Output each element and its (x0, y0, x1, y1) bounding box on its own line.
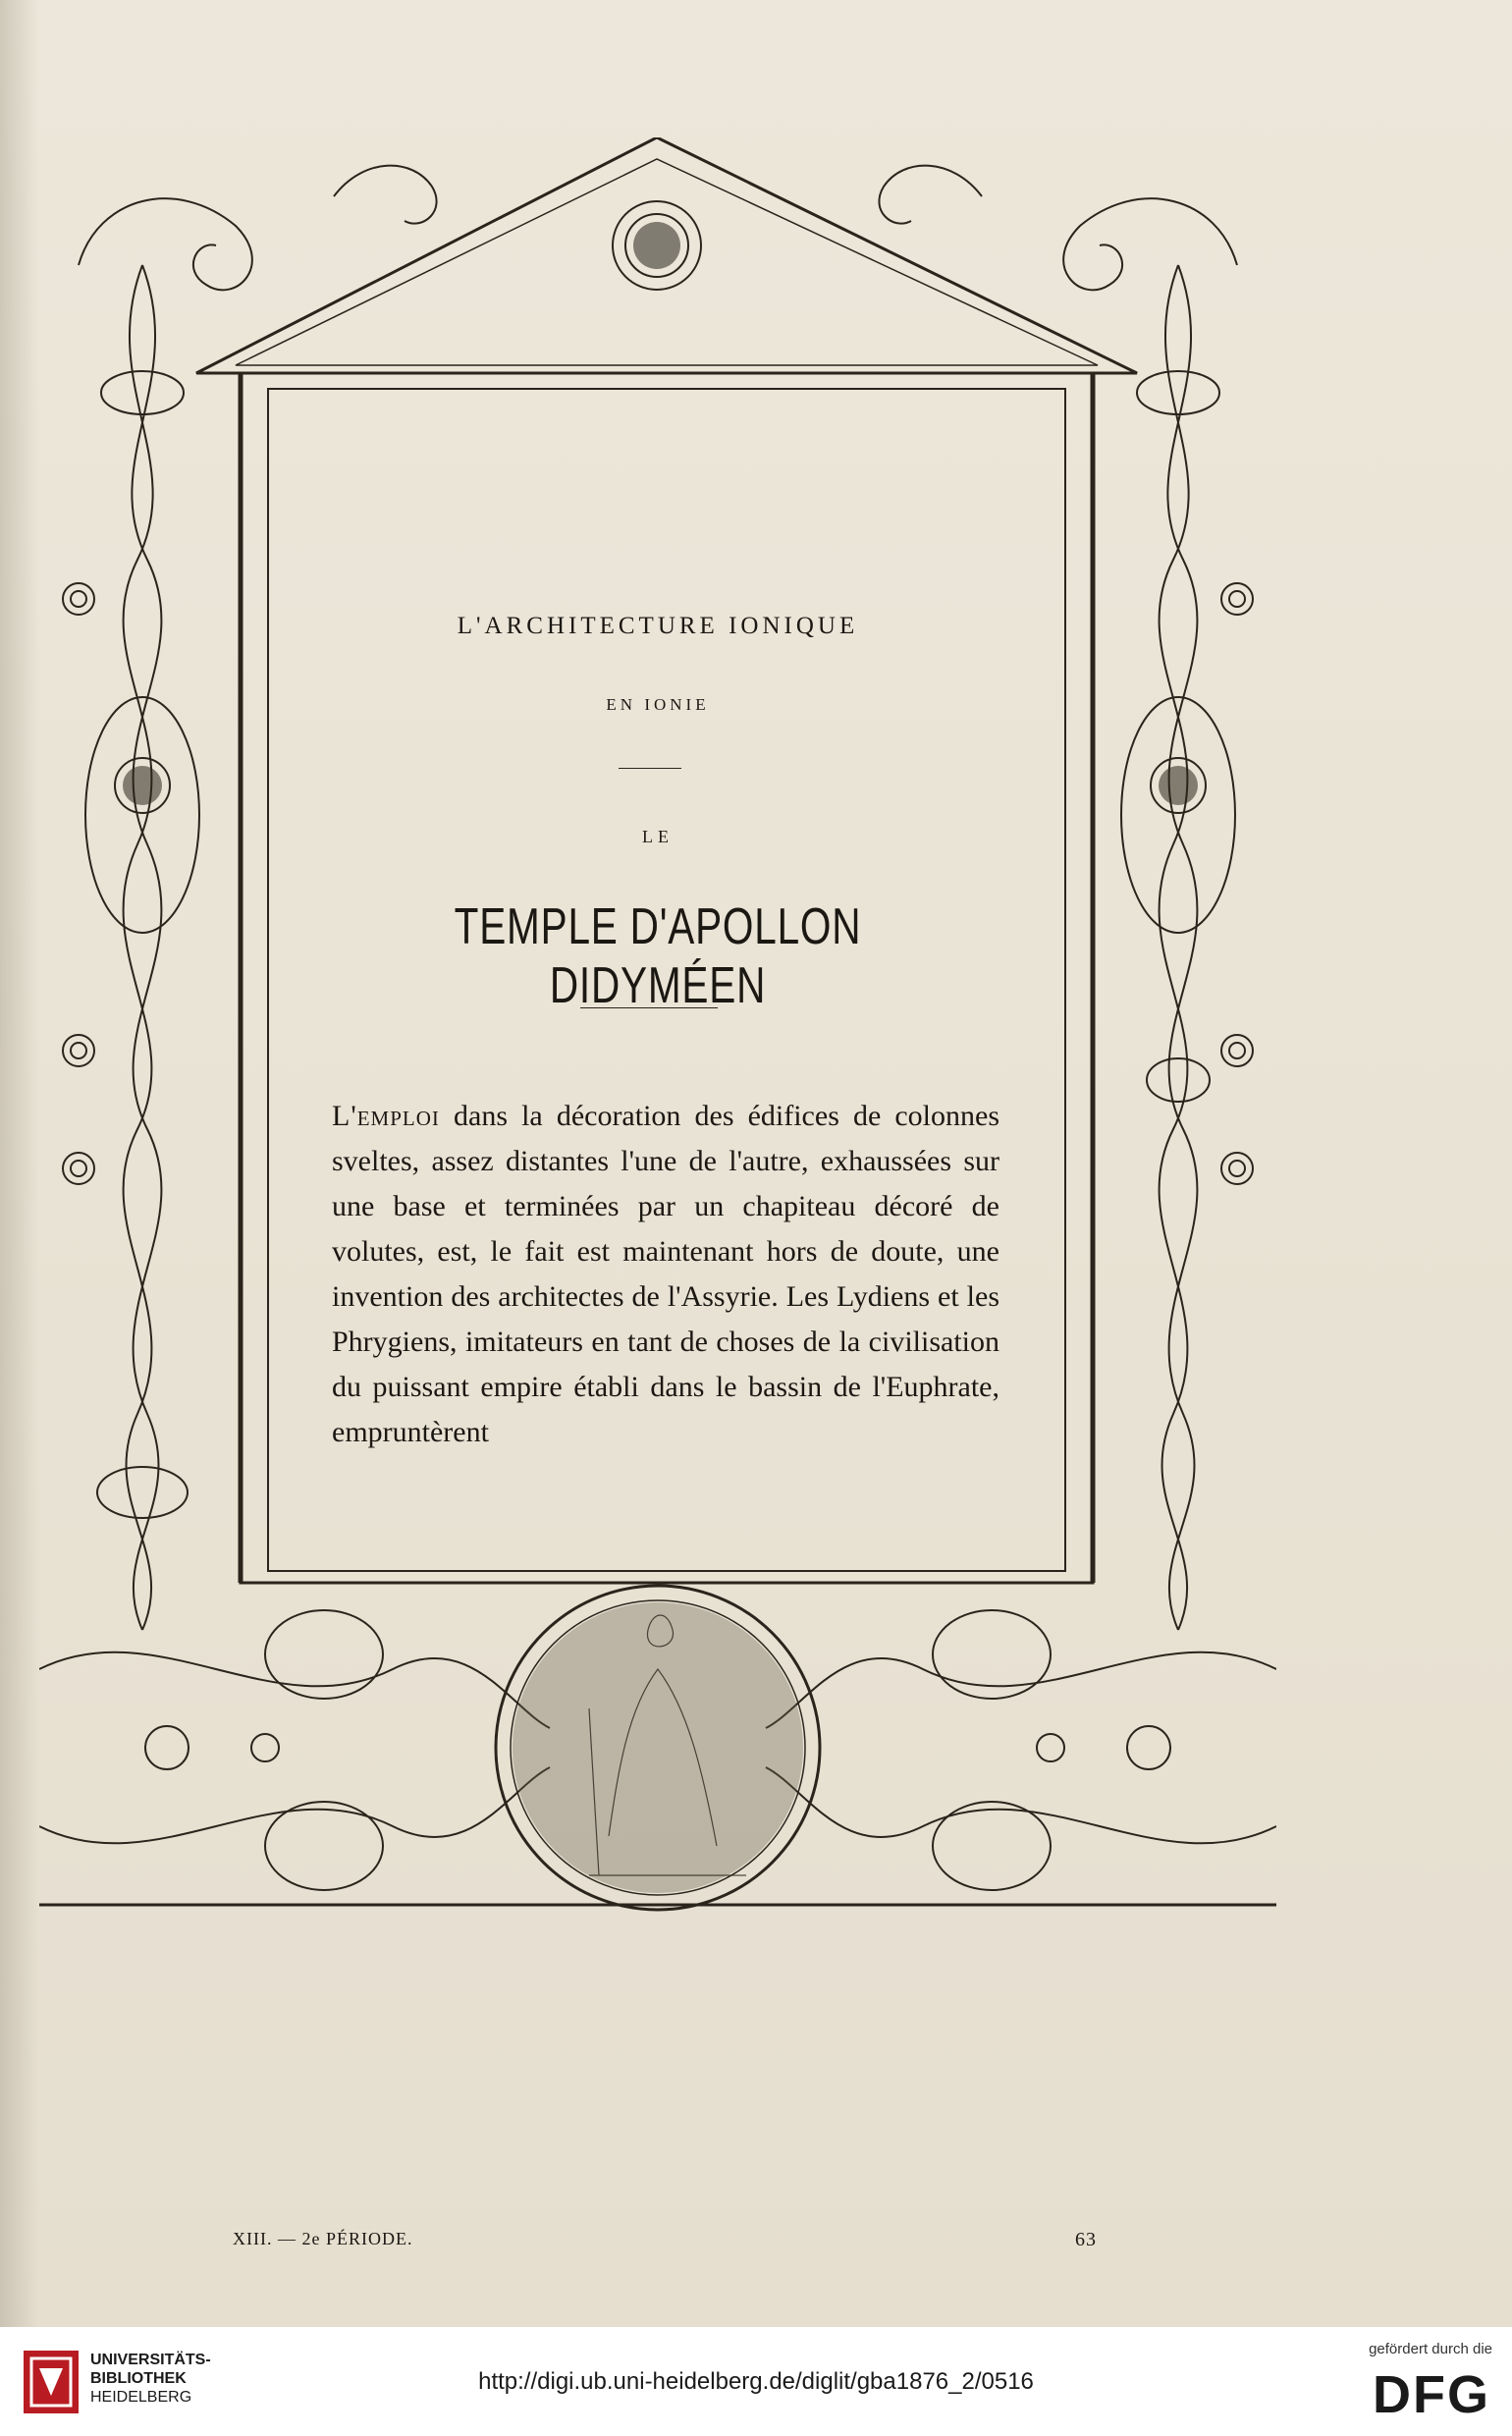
divider-rule-2 (580, 1007, 718, 1008)
section-heading: L'ARCHITECTURE IONIQUE (457, 613, 859, 639)
lead-word: L'emploi (332, 1100, 440, 1132)
body-paragraph (332, 1094, 999, 1455)
volume-label: XIII. — 2e PÉRIODE. (233, 2229, 413, 2248)
page-number: 63 (1075, 2229, 1097, 2250)
subsection-heading: EN IONIE (606, 695, 710, 714)
viewer-bottom-bar (0, 2327, 1512, 2436)
divider-rule (619, 768, 681, 769)
article-label: LE (642, 827, 674, 846)
article-title: TEMPLE D'APOLLON DIDYMÉEN (454, 898, 862, 1014)
text-panel (278, 389, 1038, 1536)
source-url-link[interactable]: http://digi.ub.uni-heidelberg.de/diglit/gba1876_2/0516 (478, 2368, 1034, 2395)
page-edge-shadow (0, 0, 39, 2327)
institution-name: UNIVERSITÄTS- BIBLIOTHEK HEIDELBERG (90, 2352, 211, 2406)
dfg-logo: DFG (1373, 2365, 1490, 2424)
paragraph-text: dans la décoration des édifices de colonnes sveltes, assez distantes l'une de l'autre, exhaussées sur une base et terminées par un chapiteau décoré de volutes, est, le fait est maintenant hors de doute, une invention des architectes de l'Assyrie. Les Lydiens et les Phrygiens, imitateurs en tant de choses de la civilisation du puissant empire établi dans le bassin de l'Euphrate, empruntèrent (332, 1100, 999, 1448)
sponsor-note: gefördert durch die (1369, 2341, 1492, 2357)
